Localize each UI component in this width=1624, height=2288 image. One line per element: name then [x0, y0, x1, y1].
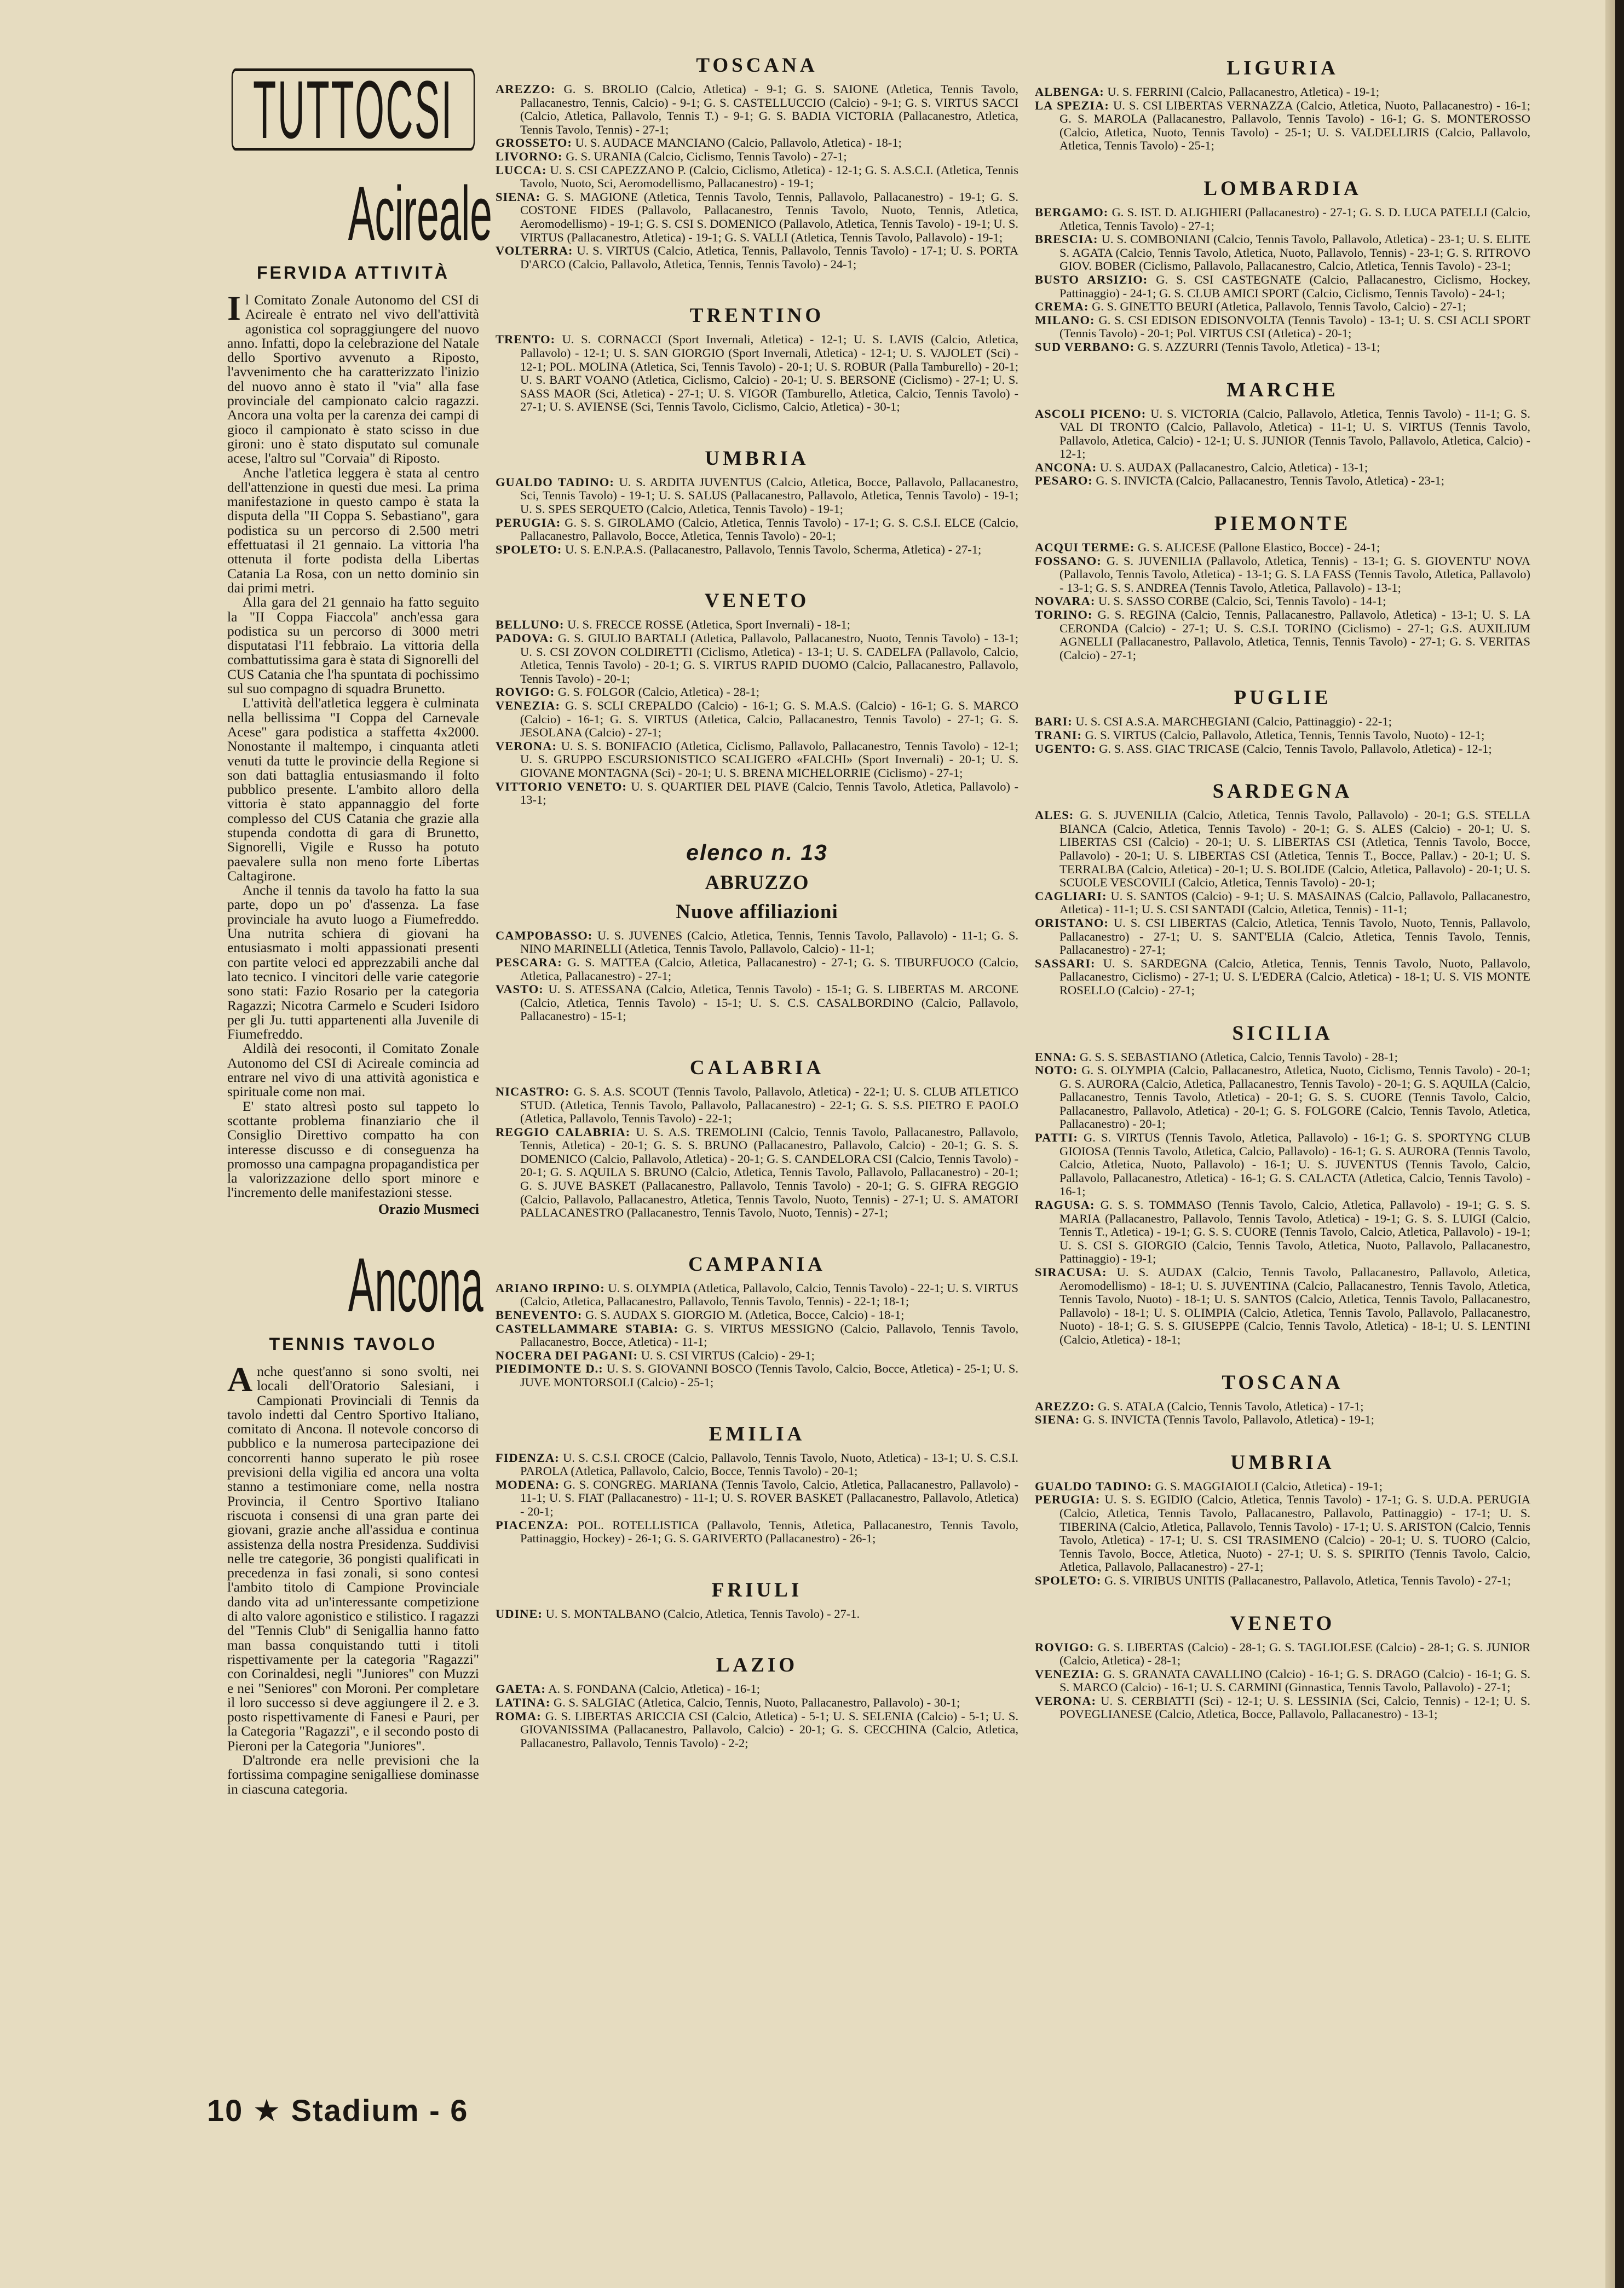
place-name: SIENA:	[496, 189, 541, 204]
affiliation-entry	[496, 1085, 1018, 1126]
article-paragraph: Aldilà dei resoconti, il Comitato Zonale Autonomo del CSI di Acireale comincia ad entrare nel vivo di una attività agonistica e spirituale come non mai.	[227, 1040, 479, 1100]
affiliation-entry	[1035, 1574, 1530, 1588]
club-list: G. S. MAGGIAIOLI (Calcio, Atletica) - 19-1;	[1155, 1479, 1383, 1493]
place-name: SIRACUSA:	[1035, 1265, 1107, 1279]
affiliation-list	[496, 1682, 1018, 1750]
club-list: G. S. SCLI CREPALDO (Calcio) - 16-1; G. S. M.A.S. (Calcio) - 16-1; G. S. MARCO (Calcio) - 16-1; G. S. VIRTUS (Atletica, Calcio, Pallacanestro, Tennis Tavolo) - 27-1; G. S. JESOLANA (Calcio) - 27-1;	[520, 699, 1019, 740]
affiliation-entry	[496, 1322, 1018, 1349]
affiliation-entry	[496, 929, 1018, 956]
place-name: LUCCA:	[496, 163, 547, 177]
place-name: UGENTO:	[1035, 741, 1096, 756]
place-name: SPOLETO:	[496, 542, 562, 556]
club-list: U. S. ATESSANA (Calcio, Atletica, Tennis Tavolo) - 15-1; G. S. LIBERTAS M. ARCONE (Calcio, Atletica, Tennis Tavolo) - 15-1; U. S. C.S. CASALBORDINO (Calcio, Pallavolo, Pallacanestro) - 15-1;	[520, 982, 1019, 1023]
club-list: G. S. GIULIO BARTALI (Atletica, Pallavolo, Pallacanestro, Nuoto, Tennis Tavolo) - 13-1; U. S. CSI ZOVON COLDIRETTI (Ciclismo, Atletica) - 13-1; U. S. CADELFA (Pallavolo, Calcio, Atletica, Tennis Tavolo) - 20-1; G. S. VIRTUS RAPID DUOMO (Calcio, Pallacanestro, Pallavolo, Tennis Tavolo) - 20-1;	[520, 631, 1018, 685]
affiliation-entry	[1035, 608, 1530, 662]
place-name: BENEVENTO:	[496, 1308, 583, 1322]
region-heading: TOSCANA	[696, 54, 818, 77]
club-list: U. S. AUDAX (Pallacanestro, Calcio, Atletica) - 13-1;	[1099, 460, 1368, 474]
affiliation-entry	[496, 618, 1018, 632]
acireale-kicker: FERVIDA ATTIVITÀ	[257, 263, 450, 283]
place-name: MODENA:	[496, 1477, 560, 1491]
place-name: PERUGIA:	[1035, 1492, 1101, 1507]
place-name: TRANI:	[1035, 728, 1082, 742]
affiliation-entry	[1035, 595, 1530, 608]
affiliation-entry	[1035, 1668, 1530, 1695]
place-name: NOCERA DEI PAGANI:	[496, 1348, 638, 1362]
club-list: U. S. CSI A.S.A. MARCHEGIANI (Calcio, Pattinaggio) - 22-1;	[1075, 714, 1392, 729]
affiliation-entry	[1035, 1051, 1530, 1064]
place-name: SPOLETO:	[1035, 1573, 1102, 1587]
affiliation-entry	[496, 632, 1018, 685]
affiliation-entry	[1035, 1198, 1530, 1266]
article-paragraph: Anche l'atletica leggera è stata al centro dell'attenzione in questi due mesi. La prima manifestazione in questo campo è stata la disputa della "II Coppa S. Sebastiano", gara podistica su un percorso di 2.500 metri effettuatasi il 21 gennaio. La vittoria l'ha ottenuta il forte podista della Libertas Catania La Rosa, con un netto dominio sin dai primi metri.	[227, 464, 479, 596]
affiliation-entry	[1035, 729, 1530, 742]
place-name: MILANO:	[1035, 313, 1095, 327]
right-column	[1035, 56, 1530, 1745]
affiliation-entry	[1035, 273, 1530, 300]
club-list: U. S. S. BONIFACIO (Atletica, Ciclismo, Pallavolo, Pallacanestro, Tennis Tavolo) - 12-1; U. S. GRUPPO ESCURSIONISTICO SCALIGERO «FALCHI» (Sport Invernali) - 20-1; U. S. GIOVANE MONTAGNA (Sci) - 20-1; U. S. BRENA MICHELORRIE (Ciclismo) - 27-1;	[520, 739, 1018, 780]
place-name: VERONA:	[1035, 1693, 1096, 1708]
place-name: PIEDIMONTE D.:	[496, 1362, 603, 1376]
affiliation-entry	[496, 1696, 1018, 1710]
club-list: U. S. QUARTIER DEL PIAVE (Calcio, Tennis Tavolo, Atletica, Pallavolo) - 13-1;	[520, 779, 1019, 807]
place-name: ROVIGO:	[1035, 1640, 1095, 1654]
club-list: G. S. FOLGOR (Calcio, Atletica) - 28-1;	[557, 685, 759, 699]
place-name: VERONA:	[496, 739, 557, 753]
place-name: PADOVA:	[496, 631, 554, 646]
affiliation-entry	[496, 164, 1018, 191]
club-list: U. S. E.N.P.A.S. (Pallacanestro, Pallavolo, Tennis Tavolo, Scherma, Atletica) - 27-1;	[565, 542, 982, 556]
place-name: ORISTANO:	[1035, 915, 1109, 930]
place-name: SASSARI:	[1035, 956, 1096, 970]
club-list: G. S. VIRTUS MESSIGNO (Calcio, Pallavolo, Tennis Tavolo, Pallacanestro, Bocce, Atletica) - 11-1;	[520, 1321, 1019, 1349]
affiliation-entry	[1035, 957, 1530, 998]
ancona-kicker: TENNIS TAVOLO	[269, 1334, 437, 1354]
affiliation-entry	[496, 699, 1018, 740]
affiliation-list	[496, 1085, 1018, 1220]
club-list: U. S. CSI VIRTUS (Calcio) - 29-1;	[641, 1348, 815, 1362]
club-list: G. S. GINETTO BEURI (Atletica, Pallavolo, Tennis Tavolo, Calcio) - 27-1;	[1092, 299, 1466, 314]
affiliation-entry	[496, 956, 1018, 983]
place-name: ROMA:	[496, 1709, 542, 1723]
place-name: CAMPOBASSO:	[496, 928, 593, 942]
place-name: TORINO:	[1035, 608, 1093, 622]
affiliation-entry	[1035, 1413, 1530, 1427]
club-list: G. S. ATALA (Calcio, Tennis Tavolo, Atletica) - 17-1;	[1098, 1399, 1364, 1413]
place-name: SUD VERBANO:	[1035, 339, 1135, 354]
place-name: ENNA:	[1035, 1050, 1077, 1064]
club-list: G. S. INVICTA (Calcio, Pallacanestro, Tennis Tavolo, Atletica) - 23-1;	[1096, 474, 1444, 488]
place-name: PERUGIA:	[496, 515, 561, 529]
region-heading: TRENTINO	[689, 304, 825, 327]
place-name: VENEZIA:	[1035, 1667, 1100, 1681]
region-heading: MARCHE	[1226, 378, 1339, 401]
club-list: U. S. ARDITA JUVENTUS (Calcio, Atletica, Bocce, Pallavolo, Pallacanestro, Sci, Tennis Tavolo) - 19-1; U. S. SALUS (Pallacanestro, Pallavolo, Atletica, Tennis Tavolo) - 19-1; U. S. SPES SERQUETO (Calcio, Atletica, Tennis Tavolo) - 19-1;	[520, 475, 1018, 516]
affiliation-list	[496, 83, 1018, 271]
club-list: G. S. BROLIO (Calcio, Atletica) - 9-1; G. S. SAIONE (Atletica, Tennis Tavolo, Pallacanestro, Tennis, Calcio) - 9-1; G. S. CASTELLUCCIO (Calcio) - 9-1; G. S. VIRTUS SACCI (Calcio, Atletica, Pallavolo, Tennis T.) - 9-1; G. S. BADIA VICTORIA (Pallacanestro, Atletica, Tennis Tavolo, Tennis) - 27-1;	[520, 82, 1018, 136]
article-paragraph: Il Comitato Zonale Autonomo del CSI di Acireale è entrato nel vivo dell'attività agonistica col sopraggiungere del nuovo anno. Infatti, dopo la celebrazione del Natale dello Sportivo avvenuto a Riposto, l'avvenimento che ha caratterizzato l'inizio del nuovo anno è stato il "via" alla fase provinciale del campionato calcio ragazzi. Ancora una volta per la carenza dei campi di gioco il campionato è stato scisso in due gironi: uno è stato disputato sul comunale acese, l'altro sul "Corvaia" di Riposto.	[227, 289, 479, 466]
affiliation-entry	[1035, 300, 1530, 314]
region-heading: CAMPANIA	[688, 1253, 826, 1276]
place-name: PESARO:	[1035, 474, 1093, 488]
club-list: U. S. VICTORIA (Calcio, Pallavolo, Atletica, Tennis Tavolo) - 11-1; G. S. VAL DI TRONTO (Calcio, Pallavolo, Atletica) - 11-1; U. S. VIRTUS (Tennis Tavolo, Pallavolo, Atletica, Calcio) - 12-1; U. S. JUNIOR (Tennis Tavolo, Pallavolo, Atletica, Calcio) - 12-1;	[1059, 406, 1531, 461]
affiliation-entry	[1035, 890, 1530, 917]
affiliation-entry	[496, 780, 1018, 807]
club-list: U. S. AUDAX (Calcio, Tennis Tavolo, Pallacanestro, Pallavolo, Atletica, Aeromodellismo) - 18-1; U. S. JUVENTINA (Calcio, Pallacanestro, Tennis Tavolo, Atletica, Tennis Tavolo, Nuoto) - 18-1; U. S. SANTOS (Calcio, Atletica, Tennis Tavolo, Pallacanestro, Pallavolo) - 18-1; U. S. OLIMPIA (Calcio, Atletica, Tennis Tavolo, Pallavolo, Pallacanestro, Nuoto) - 18-1; G. S. S. GIUSEPPE (Calcio, Tennis Tavolo, Atletica) - 18-1; U. S. LENTINI (Calcio, Atletica) - 18-1;	[1059, 1265, 1531, 1346]
place-name: VITTORIO VENETO:	[496, 779, 627, 793]
place-name: ROVIGO:	[496, 685, 555, 699]
place-name: LIVORNO:	[496, 149, 563, 163]
club-list: G. S. CSI EDISON EDISONVOLTA (Tennis Tavolo) - 13-1; U. S. CSI ACLI SPORT (Tennis Tavolo) - 20-1; Pol. VIRTUS CSI (Atletica) - 20-1;	[1059, 313, 1530, 341]
club-list: G. S. CSI CASTEGNATE (Calcio, Pallacanestro, Ciclismo, Hockey, Pattinaggio) - 24-1; G. S. CLUB AMICI SPORT (Calcio, Ciclismo, Tennis Tavolo) - 24-1;	[1059, 272, 1531, 300]
region-heading: TOSCANA	[1222, 1371, 1344, 1394]
affiliation-list	[496, 618, 1018, 806]
place-name: ASCOLI PICENO:	[1035, 406, 1147, 420]
affiliation-entry	[496, 476, 1018, 516]
region-heading: VENETO	[1230, 1612, 1335, 1635]
place-name: CASTELLAMMARE STABIA:	[496, 1321, 679, 1335]
club-list: U. S. SANTOS (Calcio) - 9-1; U. S. MASAINAS (Calcio, Pallavolo, Pallacanestro, Atletica) - 11-1; U. S. CSI SANTADI (Calcio, Atletica, Tennis) - 11-1;	[1059, 889, 1531, 917]
affiliation-entry	[496, 1607, 1018, 1621]
region-heading: UMBRIA	[1230, 1451, 1335, 1474]
affiliation-list	[1035, 715, 1530, 756]
club-list: G. S. REGINA (Calcio, Tennis, Pallacanestro, Pallavolo, Atletica) - 13-1; U. S. LA CERONDA (Calcio) - 27-1; U. S. C.S.I. TORINO (Ciclismo) - 27-1; G.S. AUXILIUM AGNELLI (Pallacanestro, Pallavolo, Atletica, Tennis, Tennis Tavolo) - 27-1; G. S. VERITAS (Calcio) - 27-1;	[1059, 608, 1530, 662]
place-name: GUALDO TADINO:	[1035, 1479, 1152, 1493]
affiliation-entry	[496, 1126, 1018, 1220]
club-list: G. S. S. TOMMASO (Tennis Tavolo, Calcio, Atletica, Pallavolo) - 19-1; G. S. S. MARIA (Pallacanestro, Pallavolo, Tennis Tavolo, Atletica) - 19-1; G. S. S. LUIGI (Calcio, Tennis T., Atletica) - 19-1; G. S. S. CUORE (Tennis Tavolo, Calcio, Atletica, Pallavolo) - 19-1; U. S. CSI S. GIORGIO (Calcio, Tennis Tavolo, Atletica, Nuoto, Pallavolo, Pallacanestro, Pattinaggio) - 19-1;	[1059, 1198, 1531, 1266]
club-list: U. S. CORNACCI (Sport Invernali, Atletica) - 12-1; U. S. LAVIS (Calcio, Atletica, Pallavolo) - 12-1; U. S. SAN GIORGIO (Sport Invernali, Atletica) - 12-1; U. S. VAJOLET (Sci) - 12-1; POL. MOLINA (Atletica, Sci, Tennis Tavolo) - 20-1; U. S. ROBUR (Palla Tamburello) - 20-1; U. S. BART VOANO (Atletica, Ciclismo, Calcio) - 20-1; U. S. BERSONE (Ciclismo) - 27-1; U. S. SASS MAOR (Sci, Atletica) - 27-1; U. S. VIGOR (Tamburello, Atletica, Calcio, Tennis Tavolo) - 27-1; U. S. AVIENSE (Sci, Tennis Tavolo, Ciclismo, Calcio, Atletica) - 30-1;	[520, 332, 1019, 414]
page-edge	[1615, 0, 1624, 2288]
affiliation-list	[1035, 1051, 1530, 1347]
affiliation-entry	[1035, 85, 1530, 99]
club-list: G. S. VIRTUS (Calcio, Pallavolo, Atletica, Tennis, Tennis Tavolo, Nuoto) - 12-1;	[1085, 728, 1485, 742]
place-name: PATTI:	[1035, 1131, 1078, 1145]
place-name: FIDENZA:	[496, 1450, 560, 1465]
affiliation-entry	[496, 740, 1018, 780]
affiliation-entry	[1035, 474, 1530, 488]
region-heading: VENETO	[704, 590, 810, 613]
place-name: ANCONA:	[1035, 460, 1097, 474]
affiliation-entry	[1035, 742, 1530, 756]
middle-column	[496, 54, 1018, 1783]
region-heading: PUGLIE	[1234, 687, 1332, 710]
affiliation-list	[496, 1282, 1018, 1390]
affiliation-entry	[1035, 233, 1530, 273]
club-list: G. S. ALICESE (Pallone Elastico, Bocce) - 24-1;	[1137, 540, 1380, 555]
region-heading: EMILIA	[709, 1422, 805, 1445]
affiliation-entry	[1035, 917, 1530, 957]
affiliation-entry	[496, 685, 1018, 699]
affiliation-list	[496, 1607, 1018, 1621]
article-paragraph: L'attività dell'atletica leggera è culminata nella bellissima "I Coppa del Carnevale Acese" gara podistica a staffetta 4x2000. Nonostante il maltempo, i cinquanta atleti venuti da tutte le provincie della Regione si son dati battaglia entusiasmando il folto pubblico presente. L'ambito alloro della vittoria è stato appannaggio del forte complesso del CUS Catania che grazie alla stupenda condotta di gara di Brunetto, Signorelli, Vigile e Russo ha potuto paevalere sulla non meno forte Libertas Caltagirone.	[227, 695, 479, 884]
place-name: BELLUNO:	[496, 618, 565, 632]
affiliation-entry	[496, 1710, 1018, 1750]
affiliation-entry	[1035, 1641, 1530, 1668]
place-name: BUSTO ARSIZIO:	[1035, 272, 1148, 286]
affiliation-entry	[1035, 407, 1530, 461]
affiliation-entry	[1035, 314, 1530, 341]
club-list: G. S. MAGIONE (Atletica, Tennis Tavolo, Tennis, Pallavolo, Pallacanestro) - 19-1; G. S. COSTONE FIDES (Pallavolo, Pallacanestro, Tennis Tavolo, Nuoto, Tennis, Atletica, Aeromodellismo) - 19-1; G. S. CSI S. DOMENICO (Pallavolo, Atletica, Tennis Tavolo) - 19-1; U. S. VIRTUS (Pallacanestro, Atletica) - 19-1; G. S. VALLI (Atletica, Tennis Tavolo, Pallavolo) - 19-1;	[520, 189, 1019, 244]
place-name: VENEZIA:	[496, 699, 561, 712]
affiliation-entry	[496, 1349, 1018, 1363]
page-fold	[1605, 0, 1615, 2288]
club-list: U. S. A.S. TREMOLINI (Calcio, Tennis Tavolo, Pallacanestro, Pallavolo, Tennis, Atletica) - 20-1; G. S. S. BRUNO (Pallacanestro, Pallavolo, Calcio) - 20-1; G. S. S. DOMENICO (Calcio, Pallavolo, Atletica) - 20-1; G. S. CANDELORA CSI (Calcio, Tennis Tavolo) - 20-1; G. S. AQUILA S. BRUNO (Calcio, Atletica, Tennis Tavolo, Pallavolo, Pallacanestro) - 20-1; G. S. JUVE BASKET (Pallacanestro, Pallavolo, Tennis Tavolo) - 20-1; G. S. GIFRA REGGIO (Calcio, Pallavolo, Pallacanestro, Atletica, Tennis Tavolo, Nuoto, Tennis) - 27-1; U. S. AMATORI PALLACANESTRO (Pallacanestro, Tennis Tavolo, Nuoto, Tennis) - 27-1;	[520, 1125, 1018, 1220]
left-column	[227, 63, 492, 1797]
club-list: G. S. IST. D. ALIGHIERI (Pallacanestro) - 27-1; G. S. D. LUCA PATELLI (Calcio, Atletica, Tennis Tavolo) - 27-1;	[1059, 205, 1531, 233]
club-list: G. S. INVICTA (Tennis Tavolo, Pallavolo, Atletica) - 19-1;	[1082, 1413, 1374, 1427]
club-list: U. S. VIRTUS (Calcio, Atletica, Tennis, Pallavolo, Tennis Tavolo) - 17-1; U. S. PORTA D'ARCO (Calcio, Pallavolo, Atletica, Tennis, Tennis Tavolo) - 24-1;	[520, 244, 1019, 271]
place-name: ALES:	[1035, 808, 1074, 822]
affiliation-list	[1035, 85, 1530, 153]
region-heading: LOMBARDIA	[1203, 177, 1362, 200]
affiliation-entry	[1035, 341, 1530, 354]
club-list: U. S. FRECCE ROSSE (Atletica, Sport Invernali) - 18-1;	[567, 618, 850, 632]
club-list: G. S. JUVENILIA (Calcio, Atletica, Tennis Tavolo, Pallavolo) - 20-1; G.S. STELLA BIANCA (Calcio, Atletica, Tennis Tavolo) - 20-1; G. S. ALES (Calcio) - 20-1; U. S. LIBERTAS CSI (Calcio) - 20-1; U. S. LIBERTAS CSI (Atletica, Tennis Tavolo, Bocce, Pallavolo) - 20-1; U. S. LIBERTAS CSI (Atletica, Tennis T., Bocce, Pallav.) - 20-1; U. S. TERRALBA (Calcio, Atletica) - 20-1; U. S. BOLIDE (Calcio, Atletica, Pallavolo) - 20-1; U. S. SCUOLE VESCOVILI (Calcio, Atletica, Tennis Tavolo) - 20-1;	[1059, 808, 1530, 890]
acireale-heading: Acireale	[348, 170, 492, 256]
article-paragraph: Anche il tennis da tavolo ha fatto la sua parte, dopo un po' d'assenza. La fase provinciale ha avuto luogo a Fiumefreddo. Una nutrita schiera di giovani ha entusiasmato i molti appassionati presenti con partite veloci ed apprezzabili anche dal lato tecnico. I vincitori delle varie categorie sono stati: Fazio Rosario per la categoria Ragazzi; Nicotra Carmelo e Scuderi Isidoro per gli Ju. tutti appartenenti alla Juvenile di Fiumefreddo.	[227, 882, 479, 1042]
region-heading: PIEMONTE	[1214, 512, 1351, 535]
place-name: BARI:	[1035, 714, 1073, 729]
club-list: G. S. S. SEBASTIANO (Atletica, Calcio, Tennis Tavolo) - 28-1;	[1079, 1050, 1398, 1064]
club-list: G. S. A.S. SCOUT (Tennis Tavolo, Pallavolo, Atletica) - 22-1; U. S. CLUB ATLETICO STUD. (Atletica, Tennis Tavolo, Pallavolo, Pallacanestro) - 22-1; G. S. S.S. PIETRO E PAOLO (Atletica, Pallavolo, Tennis Tavolo) - 22-1;	[520, 1084, 1018, 1126]
ancona-article	[227, 1360, 479, 1797]
club-list: U. S. JUVENES (Calcio, Atletica, Tennis, Tennis Tavolo, Pallavolo) - 11-1; G. S. NINO MARINELLI (Atletica, Tennis Tavolo, Pallavolo, Calcio) - 11-1;	[520, 928, 1019, 956]
place-name: FOSSANO:	[1035, 554, 1102, 568]
place-name: BERGAMO:	[1035, 205, 1109, 219]
club-list: G. S. AUDAX S. GIORGIO M. (Atletica, Bocce, Calcio) - 18-1;	[585, 1308, 905, 1322]
place-name: ARIANO IRPINO:	[496, 1281, 605, 1295]
place-name: NOTO:	[1035, 1063, 1078, 1077]
affiliation-list	[496, 929, 1018, 1023]
club-list: G. S. CONGREG. MARIANA (Tennis Tavolo, Calcio, Atletica, Pallacanestro, Pallavolo) - 11-1; U. S. FIAT (Pallacanestro) - 11-1; U. S. ROVER BASKET (Pallacanestro, Pallavolo, Atletica) - 20-1;	[520, 1477, 1018, 1518]
place-name: CAGLIARI:	[1035, 889, 1107, 903]
place-name: UDINE:	[496, 1606, 543, 1621]
place-name: GAETA:	[496, 1682, 546, 1696]
club-list: U. S. OLYMPIA (Atletica, Pallavolo, Calcio, Tennis Tavolo) - 22-1; U. S. VIRTUS (Calcio, Atletica, Pallacanestro, Pallavolo, Tennis Tavolo, Tennis) - 22-1; 18-1;	[520, 1281, 1019, 1309]
club-list: G. S. MATTEA (Calcio, Atletica, Pallacanestro) - 27-1; G. S. TIBURFUOCO (Calcio, Atletica, Pallacanestro) - 27-1;	[520, 955, 1018, 983]
place-name: AREZZO:	[1035, 1399, 1095, 1413]
affiliation-entry	[496, 244, 1018, 271]
club-list: U. S. MONTALBANO (Calcio, Atletica, Tennis Tavolo) - 27-1.	[545, 1606, 860, 1621]
club-list: G. S. ASS. GIAC TRICASE (Calcio, Tennis Tavolo, Pallavolo, Atletica) - 12-1;	[1099, 741, 1492, 756]
club-list: G. S. URANIA (Calcio, Ciclismo, Tennis Tavolo) - 27-1;	[566, 149, 847, 163]
club-list: U. S. CSI CAPEZZANO P. (Calcio, Ciclismo, Atletica) - 12-1; G. S. A.S.C.I. (Atletica, Tennis Tavolo, Nuoto, Sci, Aeromodellismo, Pallacanestro) - 19-1;	[520, 163, 1018, 191]
place-name: VASTO:	[496, 982, 544, 996]
acireale-article	[227, 289, 479, 1217]
club-list: G. S. S. GIROLAMO (Calcio, Atletica, Tennis Tavolo) - 17-1; G. S. C.S.I. ELCE (Calcio, Pallacanestro, Pallavolo, Bocce, Atletica, Tennis Tavolo) - 20-1;	[520, 515, 1019, 543]
place-name: PESCARA:	[496, 955, 562, 969]
region-heading: LIGURIA	[1226, 57, 1339, 79]
affiliation-list	[1035, 206, 1530, 354]
place-name: ALBENGA:	[1035, 85, 1104, 99]
affiliation-entry	[1035, 1480, 1530, 1494]
club-list: G. S. GRANATA CAVALLINO (Calcio) - 16-1; G. S. DRAGO (Calcio) - 16-1; G. S. S. MARCO (Calcio) - 16-1; U. S. CARMINI (Ginnastica, Tennis Tavolo, Pallavolo) - 27-1;	[1059, 1667, 1531, 1695]
affiliation-list	[1035, 1400, 1530, 1427]
club-list: G. S. SALGIAC (Atletica, Calcio, Tennis, Nuoto, Pallacanestro, Pallavolo) - 30-1;	[553, 1695, 960, 1709]
article-paragraph: D'altronde era nelle previsioni che la fortissima compagine senigalliese dominasse in ciascuna categoria.	[227, 1752, 479, 1797]
place-name: NICASTRO:	[496, 1084, 570, 1098]
club-list: POL. ROTELLISTICA (Pallavolo, Tennis, Atletica, Pallacanestro, Tennis Tavolo, Pattinaggio, Hockey) - 26-1; G. S. GARIVERTO (Pallacanestro) - 26-1;	[520, 1518, 1018, 1546]
club-list: U. S. CERBIATTI (Sci) - 12-1; U. S. LESSINIA (Sci, Calcio, Tennis) - 12-1; U. S. POVEGLIANESE (Calcio, Atletica, Bocce, Pallavolo, Pallacanestro) - 13-1;	[1059, 1693, 1531, 1721]
place-name: REGGIO CALABRIA:	[496, 1125, 631, 1139]
region-heading: CALABRIA	[689, 1056, 825, 1079]
drop-cap: A	[227, 1360, 253, 1399]
tuttocsi-logo: TUTTOCSI	[232, 68, 475, 151]
page-number: 10 ★ Stadium - 6	[207, 2093, 469, 2128]
affiliation-list	[1035, 1641, 1530, 1722]
affiliation-entry	[496, 1682, 1018, 1696]
place-name: NOVARA:	[1035, 594, 1096, 608]
place-name: BRESCIA:	[1035, 232, 1098, 246]
affiliation-entry	[1035, 206, 1530, 233]
club-list: G. S. JUVENILIA (Pallavolo, Atletica, Tennis) - 13-1; G. S. GIOVENTU' NOVA (Pallavolo, Tennis Tavolo, Atletica) - 13-1; G. S. LA FASS (Tennis Tavolo, Atletica, Pallavolo) - 13-1; G. S. S. ANDREA (Tennis Tavolo, Atletica, Pallavolo) - 13-1;	[1059, 554, 1530, 595]
affiliation-entry	[1035, 1064, 1530, 1131]
drop-cap: I	[227, 289, 241, 327]
club-list: G. S. LIBERTAS (Calcio) - 28-1; G. S. TAGLIOLESE (Calcio) - 28-1; G. S. JUNIOR (Calcio, Atletica) - 28-1;	[1059, 1640, 1531, 1668]
club-list: U. S. SASSO CORBE (Calcio, Sci, Tennis Tavolo) - 14-1;	[1098, 594, 1386, 608]
affiliation-entry	[496, 1282, 1018, 1309]
affiliation-entry	[496, 191, 1018, 244]
affiliation-entry	[496, 1309, 1018, 1322]
affiliation-entry	[496, 543, 1018, 557]
affiliation-entry	[1035, 715, 1530, 729]
place-name: LATINA:	[496, 1695, 551, 1709]
affiliation-entry	[1035, 809, 1530, 890]
affiliation-entry	[496, 983, 1018, 1023]
affiliation-entry	[1035, 555, 1530, 595]
place-name: AREZZO:	[496, 82, 556, 96]
club-list: U. S. AUDACE MANCIANO (Calcio, Pallavolo, Atletica) - 18-1;	[575, 136, 902, 150]
club-list: U. S. S. GIOVANNI BOSCO (Tennis Tavolo, Calcio, Bocce, Atletica) - 25-1; U. S. JUVE MONTORSOLI (Calcio) - 25-1;	[520, 1362, 1019, 1389]
region-heading: SICILIA	[1232, 1022, 1333, 1045]
region-heading: SARDEGNA	[1212, 780, 1353, 803]
club-list: U. S. FERRINI (Calcio, Pallacanestro, Atletica) - 19-1;	[1107, 85, 1380, 99]
affiliation-entry	[496, 83, 1018, 136]
affiliation-entry	[496, 333, 1018, 414]
affiliation-entry	[1035, 1493, 1530, 1574]
article-paragraph: Anche quest'anno si sono svolti, nei locali dell'Oratorio Salesiani, i Campionati Provinciali di Tennis da tavolo indetti dal Centro Sportivo Italiano, comitato di Ancona. Il notevole concorso di pubblico e la numerosa partecipazione dei concorrenti hanno superato le più rosee previsioni della vigilia ed ancora una volta stanno a testimoniare come, nella nostra Provincia, il Centro Sportivo Italiano riscuota i consensi di una gran parte dei giovani, grazie anche all'assidua e continua assistenza della nostra Presidenza. Suddivisi nelle tre categorie, 36 pongisti qualificati in precedenza in fasi zonali, si sono contesi l'ambito titolo di Campione Provinciale dando vita ad un'interessante competizione di alto valore agonistico e stilistico. I ragazzi del "Tennis Club" di Senigallia hanno fatto man bassa conquistando tutti i titoli rispettivamente per la categoria "Ragazzi" con Corinaldesi, negli "Juniores" con Muzzi e nei "Seniores" con Moroni. Per completare il loro successo si deve aggiungere il 2. e 3. posto rispettivamente di Fanesi e Pauri, per la Categoria "Ragazzi", e il secondo posto di Pieroni per la Categoria "Juniores".	[227, 1360, 479, 1754]
ancona-heading: Ancona	[348, 1242, 483, 1328]
affiliation-entry	[496, 1519, 1018, 1546]
affiliation-list	[496, 476, 1018, 557]
region-heading: UMBRIA	[705, 447, 809, 470]
region-heading: Nuove affiliazioni	[676, 900, 838, 923]
affiliation-entry	[1035, 1131, 1530, 1198]
affiliation-entry	[496, 150, 1018, 164]
club-list: G. S. OLYMPIA (Calcio, Pallacanestro, Atletica, Nuoto, Ciclismo, Tennis Tavolo) - 20-1; G. S. AURORA (Calcio, Atletica, Pallacanestro, Tennis Tavolo) - 20-1; G. S. AQUILA (Calcio, Pallacanestro, Tennis Tavolo, Atletica) - 20-1; G. S. S. CUORE (Tennis Tavolo, Calcio, Pallacanestro, Pallavolo, Atletica) - 20-1; G. S. FOLGORE (Calcio, Tennis Tavolo, Atletica, Pallacanestro) - 20-1;	[1059, 1063, 1531, 1131]
affiliation-entry	[496, 136, 1018, 150]
place-name: VOLTERRA:	[496, 244, 573, 258]
club-list: U. S. CSI LIBERTAS VERNAZZA (Calcio, Atletica, Nuoto, Pallacanestro) - 16-1; G. S. MAROLA (Pallacanestro, Pallavolo, Tennis Tavolo) - 16-1; G. S. MONTEROSSO (Calcio, Atletica, Nuoto, Tennis Tavolo) - 25-1; U. S. VALDELLIRIS (Calcio, Pallavolo, Atletica, Tennis Tavolo) - 25-1;	[1059, 98, 1530, 153]
club-list: U. S. SARDEGNA (Calcio, Atletica, Tennis, Tennis Tavolo, Nuoto, Pallavolo, Pallacanestro, Ciclismo) - 27-1; U. S. L'EDERA (Calcio, Atletica) - 18-1; U. S. VIS MONTE ROSELLO (Calcio) - 27-1;	[1059, 956, 1530, 997]
affiliation-entry	[496, 516, 1018, 543]
place-name: CREMA:	[1035, 299, 1089, 314]
place-name: LA SPEZIA:	[1035, 98, 1109, 112]
affiliation-entry	[496, 1362, 1018, 1389]
affiliation-entry	[1035, 461, 1530, 475]
affiliation-entry	[1035, 1400, 1530, 1414]
club-list: A. S. FONDANA (Calcio, Atletica) - 16-1;	[548, 1682, 761, 1696]
club-list: U. S. C.S.I. CROCE (Calcio, Pallavolo, Tennis Tavolo, Nuoto, Atletica) - 13-1; U. S. C.S.I. PAROLA (Atletica, Pallavolo, Calcio, Bocce, Tennis Tavolo) - 20-1;	[520, 1450, 1019, 1478]
affiliation-list	[496, 1451, 1018, 1546]
affiliation-entry	[1035, 541, 1530, 555]
affiliation-list	[496, 333, 1018, 414]
club-list: G. S. VIRIBUS UNITIS (Pallacanestro, Pallavolo, Atletica, Tennis Tavolo) - 27-1;	[1104, 1573, 1511, 1587]
affiliation-list	[1035, 1480, 1530, 1588]
affiliation-list	[1035, 809, 1530, 997]
club-list: G. S. AZZURRI (Tennis Tavolo, Atletica) - 13-1;	[1137, 339, 1380, 354]
club-list: U. S. COMBONIANI (Calcio, Tennis Tavolo, Pallavolo, Atletica) - 23-1; U. S. ELITE S. AGATA (Calcio, Tennis Tavolo, Atletica, Nuoto, Pallavolo, Tennis) - 23-1; G. S. RITROVO GIOV. BOBER (Ciclismo, Pallavolo, Pallacanestro, Calcio, Atletica, Tennis Tavolo) - 23-1;	[1059, 232, 1530, 273]
author-signature: Orazio Musmeci	[378, 1201, 479, 1217]
club-list: G. S. LIBERTAS ARICCIA CSI (Calcio, Atletica) - 5-1; U. S. SELENIA (Calcio) - 5-1; U. S. GIOVANISSIMA (Pallacanestro, Pallavolo, Calcio) - 20-1; G. S. CECCHINA (Calcio, Atletica, Pallacanestro, Pallavolo, Tennis Tavolo) - 2-2;	[520, 1709, 1019, 1750]
place-name: RAGUSA:	[1035, 1198, 1095, 1212]
region-heading: elenco n. 13	[686, 839, 828, 865]
affiliation-entry	[1035, 99, 1530, 153]
affiliation-entry	[496, 1478, 1018, 1519]
region-heading: FRIULI	[711, 1578, 803, 1601]
article-paragraph: Alla gara del 21 gennaio ha fatto seguito la "II Coppa Fiaccola" anch'essa gara podistica su un percorso di 3000 metri disputatasi l'11 febbraio. La vittoria della combattutissima gara è stata di Signorelli del CUS Catania che l'ha spuntata di pochissimo sul suo compagno di squadra Brunetto.	[227, 594, 479, 697]
place-name: PIACENZA:	[496, 1518, 569, 1532]
region-heading: ABRUZZO	[705, 871, 809, 894]
place-name: GUALDO TADINO:	[496, 475, 614, 489]
article-paragraph: E' stato altresì posto sul tappeto lo scottante problema finanziario che il Consiglio Direttivo compatto ha con interesse discusso e di conseguenza ha promosso una campagna propagandistica per la valorizzazione dello sport minore e l'incremento delle manifestazioni stesse.	[227, 1098, 479, 1201]
affiliation-entry	[496, 1451, 1018, 1478]
club-list: G. S. VIRTUS (Tennis Tavolo, Atletica, Pallavolo) - 16-1; G. S. SPORTYNG CLUB GIOIOSA (Tennis Tavolo, Atletica, Calcio, Pallavolo) - 16-1; G. S. AURORA (Tennis Tavolo, Calcio, Atletica, Nuoto, Pallavolo) - 16-1; U. S. JUVENTUS (Tennis Tavolo, Calcio, Pallavolo, Pallacanestro, Atletica) - 16-1; G. S. CALACTA (Atletica, Calcio, Tennis Tavolo) - 16-1;	[1059, 1131, 1531, 1198]
place-name: SIENA:	[1035, 1413, 1080, 1427]
region-heading: LAZIO	[716, 1654, 798, 1677]
affiliation-entry	[1035, 1695, 1530, 1721]
place-name: TRENTO:	[496, 332, 556, 347]
affiliation-list	[1035, 407, 1530, 488]
affiliation-entry	[1035, 1266, 1530, 1347]
club-list: U. S. S. EGIDIO (Calcio, Atletica, Tennis Tavolo) - 17-1; G. S. U.D.A. PERUGIA (Calcio, Atletica, Tennis Tavolo, Pallacanestro, Pallavolo, Pattinaggio) - 17-1; U. S. TIBERINA (Calcio, Atletica, Pallavolo, Tennis Tavolo) - 17-1; U. S. ARISTON (Calcio, Tennis Tavolo, Atletica) - 17-1; U. S. CSI TRASIMENO (Calcio) - 20-1; U. S. TUORO (Calcio, Tennis Tavolo, Bocce, Atletica, Nuoto) - 27-1; U. S. S. SPIRITO (Tennis Tavolo, Calcio, Atletica, Pallavolo, Pallacanestro) - 27-1;	[1059, 1492, 1530, 1574]
place-name: GROSSETO:	[496, 136, 572, 150]
affiliation-list	[1035, 541, 1530, 662]
club-list: U. S. CSI LIBERTAS (Calcio, Atletica, Tennis Tavolo, Nuoto, Tennis, Pallavolo, Pallacanestro) - 27-1; U. S. SANT'ELIA (Calcio, Atletica, Tennis Tavolo, Tennis, Pallacanestro) - 27-1;	[1059, 915, 1530, 957]
place-name: ACQUI TERME:	[1035, 540, 1135, 555]
